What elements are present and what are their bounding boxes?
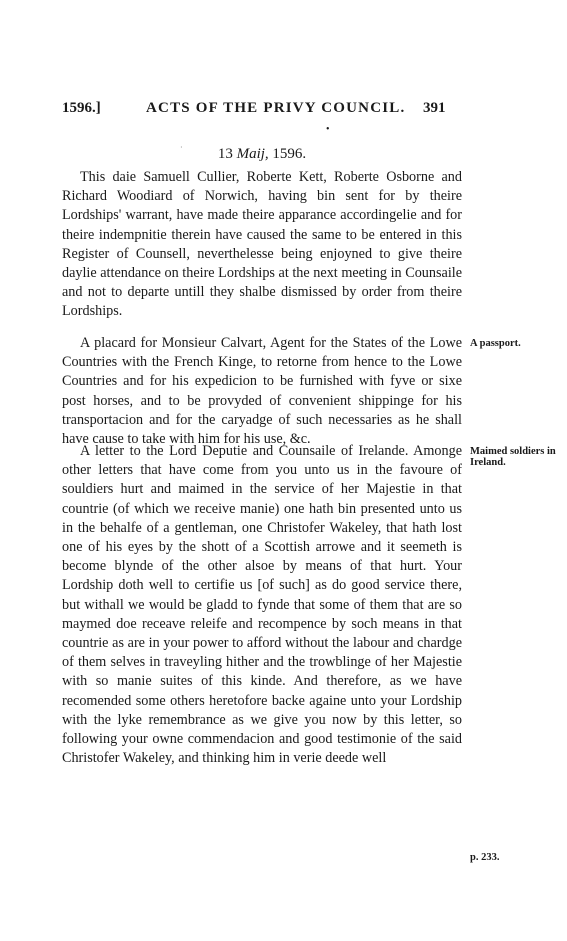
margin-note-maimed-soldiers: Maimed soldiers in Ireland. [470, 446, 556, 468]
header-title: ACTS OF THE PRIVY COUNCIL. [146, 100, 406, 116]
paragraph-letter: A letter to the Lord Deputie and Counsaile of Irelande. Amonge other letters that have come from you unto us in the favoure of souldiers hurt and maimed in the service of her Majestie in that countrie (of which we receive manie) one hath bin presented unto us in the behalfe of a gentleman, one Christofer Wakeley, that hath lost one of his eyes by the shott of a Scottish arrowe and it seemeth is become blynde of the other alsoe by means of that hurt. Your Lordship doth well to certifie us [of such] as do good service there, but withall we would be gladd to fynde that some of them that are so maymed doe receave releife and recompence by soch means in that countrie as are in your power to afford without the labour and chardge of them selves in traveyling hither and the trowblinge of her Majestie with so manie suites of this kinde. And therefore, as we have recomended some others heretofore backe againe unto your Lordship with the lyke remembrance as we give you now by this letter, so following your owne commendacion and good testimonie of the said Christofer Wakeley, and thinking him in verie deede well [62, 443, 462, 767]
margin-note-page-ref: p. 233. [470, 852, 500, 863]
ornament-dot: • [326, 124, 330, 135]
header-date: 1596.] [62, 100, 101, 116]
entry-year: 1596. [272, 146, 307, 162]
ornament-dot-small: · [180, 143, 183, 152]
page-number: 391 [423, 100, 446, 116]
entry-date [62, 146, 462, 163]
paragraph-appearance: This daie Samuell Cullier, Roberte Kett, Roberte Osborne and Richard Woodiard of Norwich, having bin sent for by theire Lordships' warrant, have made theire apparance accordingelie and for theire indempnitie therein have caused the same to be entered in this Register of Counsell, neverthelesse being enjoyned to give theire daylie attendance on theire Lordships at the next meeting in Counsaile and not to departe untill they shalbe dismissed by order from theire Lordships. [62, 169, 462, 320]
margin-note-passport: A passport. [470, 338, 521, 349]
entry-day: 13 [217, 146, 233, 162]
paragraph-placard: A placard for Monsieur Calvart, Agent for the States of the Lowe Countries with the French Kinge, to retorne from hence to the Lowe Countries and for his expedicion to be furnished with fyve or sixe post horses, and to be provyded of convenient shippinge for his transportacion and for the caryadge of such necessaries as he shall have cause to take with him for his use, &c. [62, 335, 462, 448]
entry-month: Maij, [236, 146, 269, 162]
